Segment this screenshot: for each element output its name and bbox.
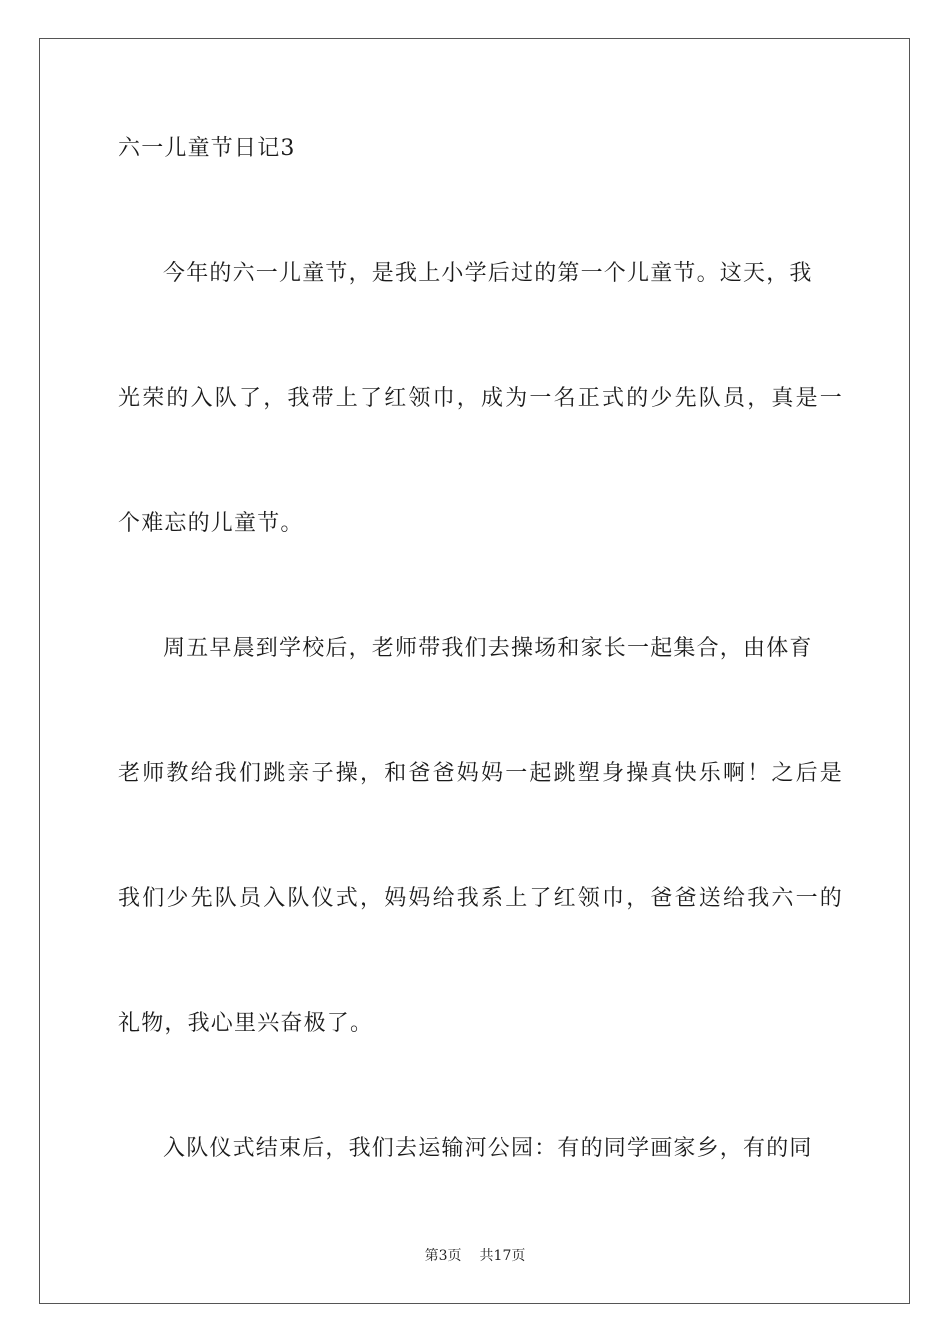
paragraph-2-line-1: 周五早晨到学校后，老师带我们去操场和家长一起集合，由体育	[163, 636, 813, 661]
paragraph-3-line-1: 入队仪式结束后，我们去运输河公园：有的同学画家乡，有的同	[163, 1136, 813, 1161]
paragraph-2-line-3: 我们少先队员入队仪式，妈妈给我系上了红领巾，爸爸送给我六一的	[118, 886, 845, 911]
paragraph-2-line-4: 礼物，我心里兴奋极了。	[118, 1011, 374, 1036]
paragraph-1-line-3: 个难忘的儿童节。	[118, 511, 304, 536]
page-border	[39, 38, 910, 1304]
paragraph-1-line-1: 今年的六一儿童节，是我上小学后过的第一个儿童节。这天，我	[163, 261, 813, 286]
document-title: 六一儿童节日记3	[118, 136, 296, 161]
paragraph-2-line-2: 老师教给我们跳亲子操，和爸爸妈妈一起跳塑身操真快乐啊！之后是	[118, 761, 845, 786]
page-footer	[0, 1247, 950, 1265]
paragraph-1-line-2: 光荣的入队了，我带上了红领巾，成为一名正式的少先队员，真是一	[118, 386, 845, 411]
page-number: 第3页	[424, 1248, 462, 1264]
page-total: 共17页	[479, 1248, 526, 1264]
